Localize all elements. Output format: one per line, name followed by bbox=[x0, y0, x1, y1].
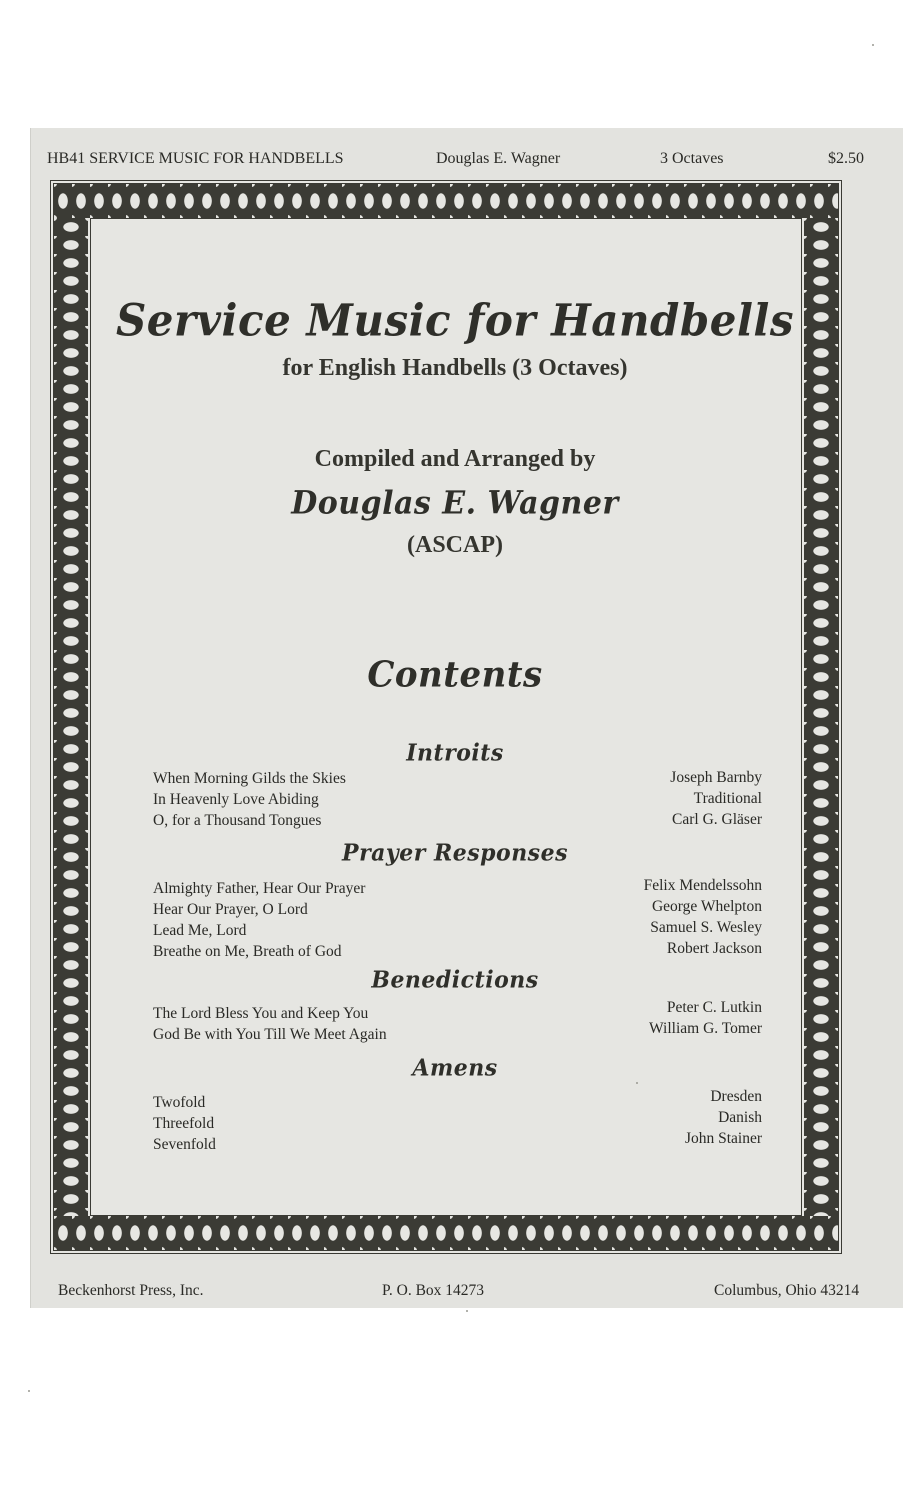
list-item-composer: Robert Jackson bbox=[666, 940, 762, 957]
catalog-title: HB41 SERVICE MUSIC FOR HANDBELLS bbox=[47, 150, 344, 167]
header-octaves: 3 Octaves bbox=[660, 150, 724, 167]
cover-title: Service Music for Handbells bbox=[115, 294, 795, 347]
border-band-top bbox=[54, 184, 838, 218]
list-item-title: Breathe on Me, Breath of God bbox=[153, 943, 342, 960]
contents-heading: Contents bbox=[367, 654, 543, 696]
list-item-composer: Carl G. Gläser bbox=[672, 811, 762, 828]
publisher-name: Beckenhorst Press, Inc. bbox=[58, 1282, 204, 1299]
section-heading-introits: Introits bbox=[406, 739, 504, 767]
publisher-po-box: P. O. Box 14273 bbox=[382, 1282, 485, 1299]
list-item-title: In Heavenly Love Abiding bbox=[153, 791, 319, 808]
list-item-composer: Felix Mendelssohn bbox=[643, 877, 762, 894]
section-heading-prayer-responses: Prayer Responses bbox=[342, 839, 568, 867]
cover-subtitle: for English Handbells (3 Octaves) bbox=[282, 355, 628, 381]
list-item-composer: John Stainer bbox=[684, 1130, 762, 1147]
list-item-composer: Danish bbox=[718, 1109, 762, 1126]
header-price: $2.50 bbox=[828, 150, 864, 167]
list-item-title: Lead Me, Lord bbox=[153, 922, 247, 939]
list-item-title: O, for a Thousand Tongues bbox=[153, 812, 322, 829]
list-item-title: Twofold bbox=[153, 1094, 206, 1111]
border-band-bottom bbox=[54, 1216, 838, 1250]
list-item-composer: Joseph Barnby bbox=[670, 769, 762, 786]
list-item-composer: Dresden bbox=[710, 1088, 762, 1105]
compiled-line: Compiled and Arranged by bbox=[314, 446, 596, 472]
list-item-title: God Be with You Till We Meet Again bbox=[153, 1026, 387, 1043]
paper-speck bbox=[872, 44, 874, 46]
catalog-header bbox=[0, 150, 910, 170]
list-item-title: When Morning Gilds the Skies bbox=[153, 770, 346, 787]
author-name: Douglas E. Wagner bbox=[291, 485, 619, 522]
list-item-composer: Samuel S. Wesley bbox=[650, 919, 762, 936]
publisher-footer bbox=[0, 1282, 910, 1302]
author-affiliation: (ASCAP) bbox=[407, 532, 503, 558]
paper-speck bbox=[466, 1310, 468, 1312]
list-item-composer: Peter C. Lutkin bbox=[666, 999, 762, 1016]
list-item-title: Sevenfold bbox=[153, 1136, 216, 1153]
list-item-title: The Lord Bless You and Keep You bbox=[153, 1005, 369, 1022]
section-heading-benedictions: Benedictions bbox=[371, 966, 539, 994]
list-item-title: Almighty Father, Hear Our Prayer bbox=[153, 880, 366, 897]
paper-speck bbox=[636, 1082, 638, 1084]
list-item-title: Hear Our Prayer, O Lord bbox=[153, 901, 308, 918]
paper-speck bbox=[28, 1390, 30, 1392]
list-item-composer: Traditional bbox=[693, 790, 762, 807]
list-item-composer: William G. Tomer bbox=[649, 1020, 762, 1037]
section-heading-amens: Amens bbox=[412, 1054, 498, 1082]
list-item-title: Threefold bbox=[153, 1115, 215, 1132]
header-composer: Douglas E. Wagner bbox=[436, 150, 561, 167]
publisher-city: Columbus, Ohio 43214 bbox=[714, 1282, 860, 1299]
list-item-composer: George Whelpton bbox=[651, 898, 762, 915]
